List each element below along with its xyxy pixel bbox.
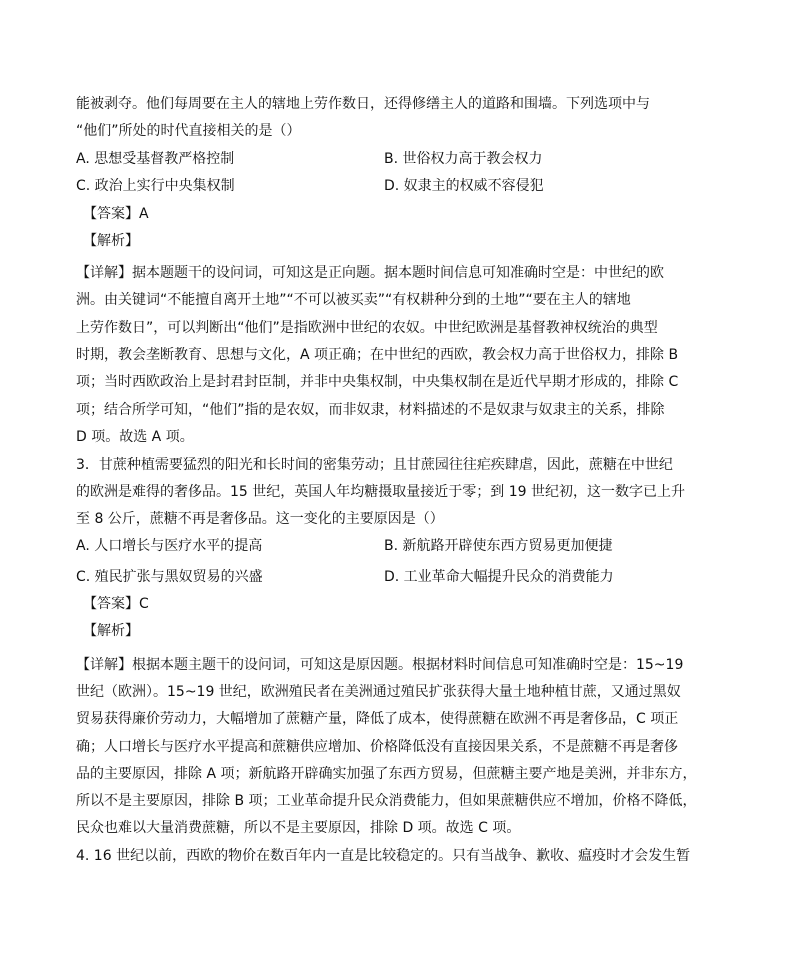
q2-option-b: B. 世俗权力高于教会权力 — [384, 151, 543, 167]
q2-detail-line-4: 时期，教会垄断教育、思想与文化，A 项正确；在中世纪的西欧，教会权力高于世俗权力，排除 B — [76, 347, 679, 363]
q2-stem-line-1: 能被剥夺。他们每周要在主人的辖地上劳作数日，还得修缮主人的道路和围墙。下列选项中与 — [76, 96, 650, 112]
q3-stem-line-1: 3．甘蔗种植需要猛烈的阳光和长时间的密集劳动；且甘蔗园往往疟疾肆虐，因此，蔗糖在中世纪 — [76, 457, 673, 473]
q3-detail-line-6: 所以不是主要原因，排除 B 项；工业革命提升民众消费能力，但如果蔗糖供应不增加，价格不降低， — [76, 793, 697, 809]
q3-detail-line-3: 贸易获得廉价劳动力，大幅增加了蔗糖产量，降低了成本，使得蔗糖在欧洲不再是奢侈品，C 项正 — [76, 711, 679, 727]
q2-detail-line-2: 洲。由关键词“不能擅自离开土地”“不可以被买卖”“有权耕种分到的土地”“要在主人的辖地 — [76, 292, 631, 308]
q2-detail-line-3: 上劳作数日”，可以判断出“他们”是指欧洲中世纪的农奴。中世纪欧洲是基督教神权统治的典型 — [76, 320, 658, 336]
q3-option-d: D. 工业革命大幅提升民众的消费能力 — [384, 569, 614, 585]
q3-detail-line-1: 【详解】根据本题主题干的设问词，可知这是原因题。根据材料时间信息可知准确时空是：15~19 — [76, 657, 684, 673]
q2-analysis-label: 【解析】 — [83, 233, 139, 249]
q3-detail-line-2: 世纪（欧洲）。15~19 世纪，欧洲殖民者在美洲通过殖民扩张获得大量土地种植甘蔗，又通过黑奴 — [76, 684, 681, 700]
q3-answer: 【答案】C — [83, 596, 149, 612]
q3-option-b: B. 新航路开辟使东西方贸易更加便捷 — [384, 538, 613, 554]
q2-option-d: D. 奴隶主的权威不容侵犯 — [384, 178, 544, 194]
q3-detail-line-4: 确；人口增长与医疗水平提高和蔗糖供应增加、价格降低没有直接因果关系，不是蔗糖不再是奢侈 — [76, 739, 678, 755]
q2-option-a: A. 思想受基督教严格控制 — [76, 151, 235, 167]
q4-stem-line-1: 4. 16 世纪以前，西欧的物价在数百年内一直是比较稳定的。只有当战争、歉收、瘟疫时才会发生暂 — [76, 848, 691, 864]
q2-answer: 【答案】A — [83, 206, 149, 222]
q3-stem-line-2: 的欧洲是难得的奢侈品。15 世纪，英国人年均糖摄取量接近于零；到 19 世纪初，这一数字已上升 — [76, 484, 685, 500]
q3-stem-line-3: 至 8 公斤，蔗糖不再是奢侈品。这一变化的主要原因是（） — [76, 511, 444, 527]
q2-detail-line-7: D 项。故选 A 项。 — [76, 429, 194, 445]
q2-detail-line-5: 项；当时西欧政治上是封君封臣制，并非中央集权制，中央集权制在是近代早期才形成的，排除 C — [76, 374, 679, 390]
q3-option-a: A. 人口增长与医疗水平的提高 — [76, 538, 263, 554]
q3-detail-line-7: 民众也难以大量消费蔗糖，所以不是主要原因，排除 D 项。故选 C 项。 — [76, 820, 521, 836]
q2-option-c: C. 政治上实行中央集权制 — [76, 178, 235, 194]
q3-option-c: C. 殖民扩张与黑奴贸易的兴盛 — [76, 569, 263, 585]
q3-analysis-label: 【解析】 — [83, 623, 139, 639]
q2-detail-line-6: 项；结合所学可知，“他们”指的是农奴，而非奴隶，材料描述的不是奴隶与奴隶主的关系，排除 — [76, 402, 665, 418]
q2-stem-line-2: “他们”所处的时代直接相关的是（） — [76, 123, 301, 139]
q3-detail-line-5: 品的主要原因，排除 A 项；新航路开辟确实加强了东西方贸易，但蔗糖主要产地是美洲，并非东方， — [76, 766, 697, 782]
q2-detail-line-1: 【详解】据本题题干的设问词，可知这是正向题。据本题时间信息可知准确时空是：中世纪的欧 — [76, 265, 664, 281]
